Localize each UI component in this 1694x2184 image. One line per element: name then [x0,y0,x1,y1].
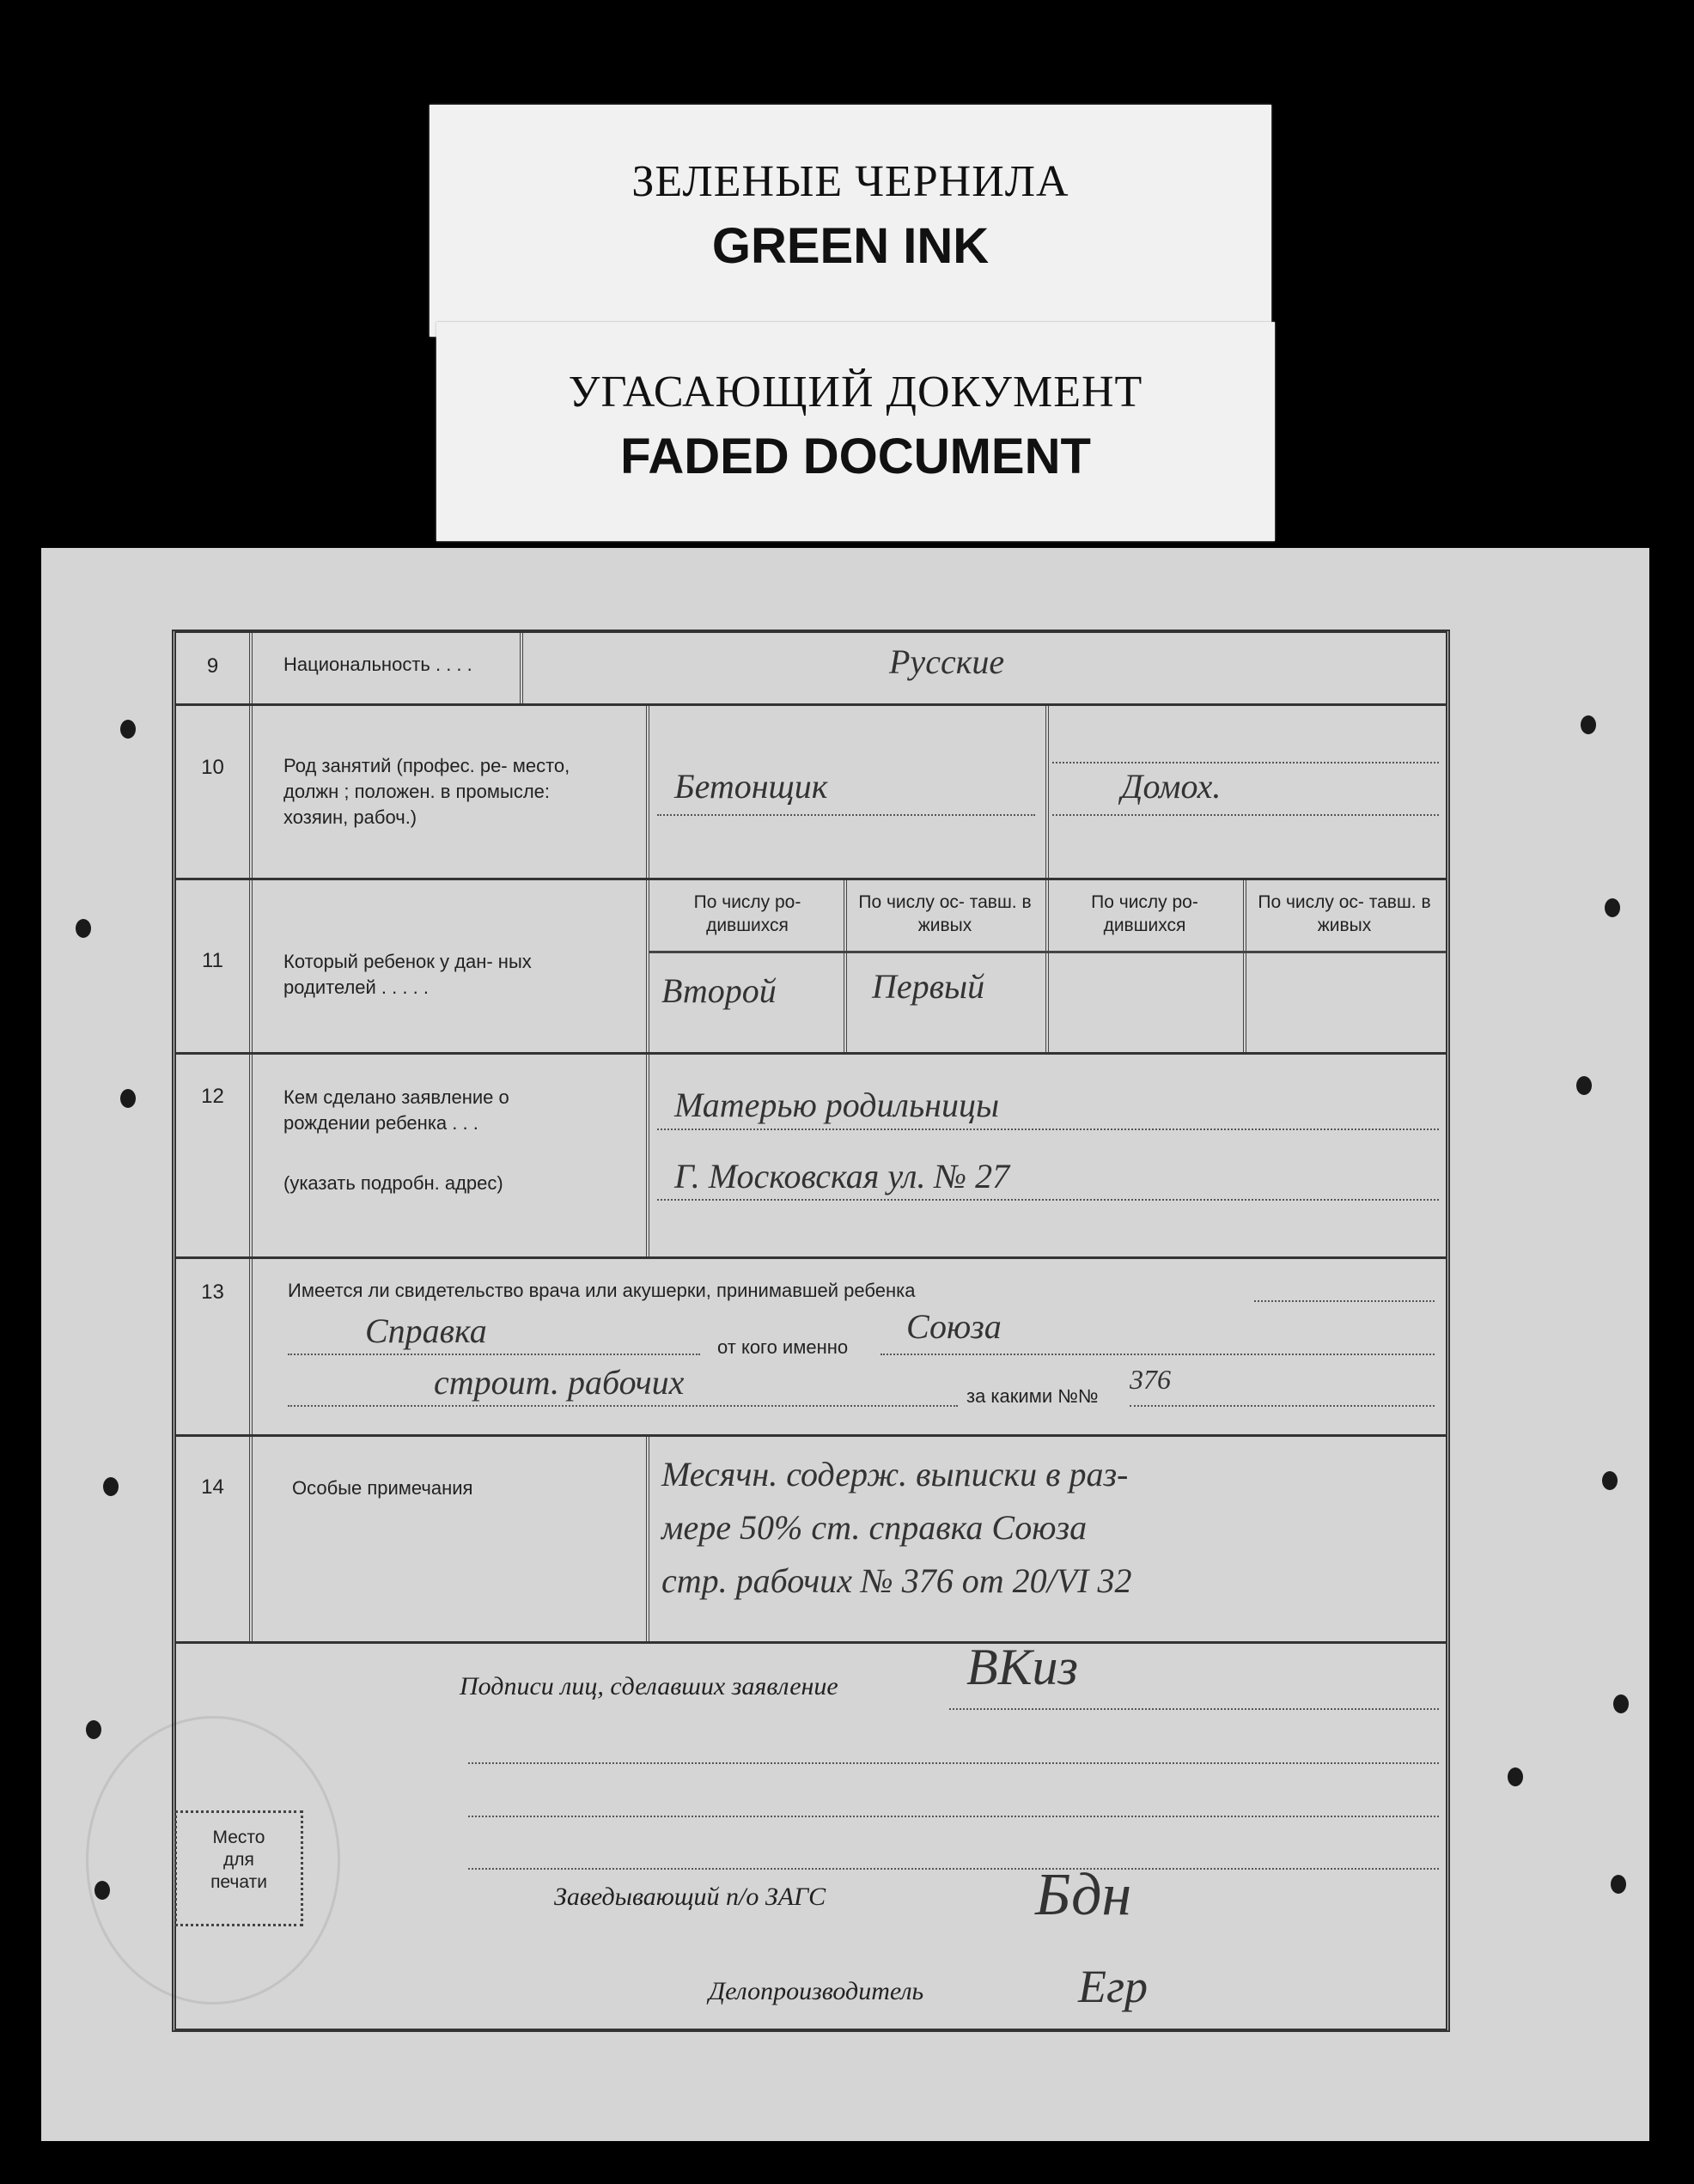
field-label: Род занятий (профес. ре- место, должн ; положен. в промысле: хозяин, рабоч.) [283,755,570,828]
handwritten-remarks-line: Месячн. содерж. выписки в раз- [661,1455,1129,1494]
row-declarant [176,1055,1446,1259]
clerk-signature: Егр [1078,1961,1149,2012]
green-ink-en: GREEN INK [711,218,990,274]
stamp-place-box [174,1810,303,1926]
row-number: 9 [206,654,219,678]
handwritten-remarks-line: стр. рабочих № 376 от 20/VI 32 [661,1561,1132,1600]
punch-hole [1605,898,1620,917]
handwritten-declarant: Матерью родильницы [674,1086,1000,1124]
row-child-order [176,880,1446,1055]
row-number: 12 [201,1085,224,1108]
punch-hole [1581,715,1596,734]
punch-hole [1508,1767,1523,1786]
row-number: 14 [201,1475,224,1499]
handwritten-value: Союза [906,1307,1002,1346]
declarant-signature: ВКиз [966,1639,1078,1695]
handwritten-value: строит. рабочих [434,1363,685,1402]
signatures-label: Подписи лиц, сделавших заявление [460,1672,838,1700]
punch-hole [1576,1076,1592,1095]
faded-document-ru: УГАСАЮЩИЙ ДОКУМЕНТ [568,368,1143,417]
numbers-label: за какими №№ [966,1385,1099,1407]
punch-hole [1611,1875,1626,1894]
handwritten-mother-occupation: Домох. [1121,767,1222,806]
handwritten-address: Г. Московская ул. № 27 [674,1157,1010,1195]
row-number: 10 [201,756,224,779]
handwritten-value: Справка [365,1311,487,1350]
field-label: Национальность . . . . [283,654,472,675]
head-label: Заведывающий п/о ЗАГС [554,1883,826,1911]
handwritten-value: Второй [661,971,777,1010]
birth-record-sheet [41,548,1649,2141]
field-label: Особые примечания [292,1477,473,1499]
row-occupation [176,706,1446,880]
green-ink-ru: ЗЕЛЕНЫЕ ЧЕРНИЛА [631,157,1069,206]
field-label: Имеется ли свидетельство врача или акушерки, принимавшей ребенка [288,1280,916,1301]
column-header: По числу ро- дившихся [1091,892,1198,935]
column-header: По числу ос- тавш. в живых [1258,892,1431,935]
handwritten-father-occupation: Бетонщик [674,767,828,806]
form-table [172,630,1450,2032]
stamp-place-text: Место [212,1828,265,1847]
punch-hole [86,1720,101,1739]
column-header: По числу ос- тавш. в живых [858,892,1032,935]
punch-hole [103,1477,119,1496]
field-label: Кем сделано заявление о рождении ребенка . . . [283,1086,509,1134]
punch-hole [120,1089,136,1108]
row-certificate [176,1259,1446,1437]
punch-hole [1602,1471,1618,1490]
head-signature: Бдн [1035,1862,1132,1928]
row-remarks [176,1437,1446,1644]
field-label-address: (указать подробн. адрес) [283,1172,503,1194]
punch-hole [1613,1694,1629,1713]
handwritten-remarks-line: мере 50% ст. справка Союза [661,1508,1088,1547]
faded-document-en: FADED DOCUMENT [620,429,1091,484]
row-number: 13 [201,1281,224,1304]
clerk-label: Делопроизводитель [709,1977,924,2005]
from-whom-label: от кого именно [717,1336,849,1358]
row-number: 11 [202,949,223,972]
column-header: По числу ро- дившихся [693,892,801,935]
punch-hole [120,720,136,739]
punch-hole [76,919,91,938]
row-nationality [176,633,1446,706]
field-label: Который ребенок у дан- ных родителей . . . . . [283,951,532,998]
handwritten-value: Первый [872,967,985,1006]
green-ink-notice [430,105,1271,337]
faded-document-notice [436,322,1275,541]
handwritten-value: Русские [889,642,1005,681]
stamp-place-text: печати [210,1872,267,1892]
handwritten-value: 376 [1130,1364,1171,1395]
stamp-place-text: для [223,1850,254,1870]
